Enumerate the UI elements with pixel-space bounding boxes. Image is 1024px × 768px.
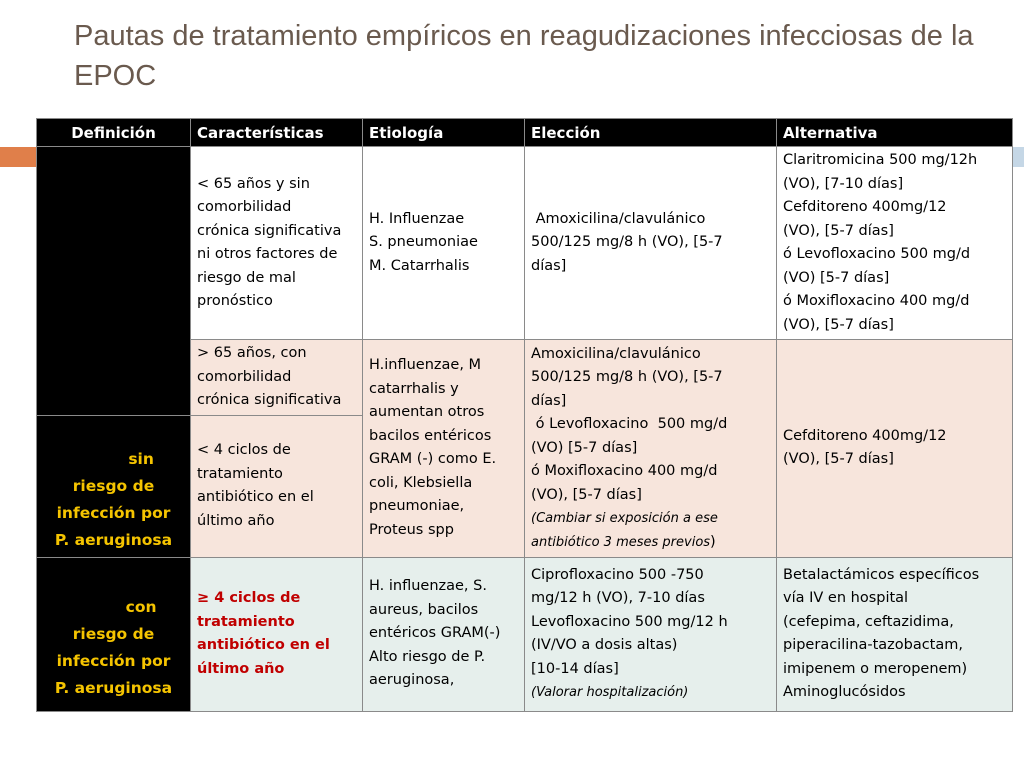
cell-text: < 65 años y sin <box>197 175 310 192</box>
definicion-grave-sin-riesgo <box>37 415 191 557</box>
header-caracteristicas: Características <box>191 119 363 147</box>
cell-text: piperacilina-tazobactam, <box>783 637 963 653</box>
cell-text: aureus, bacilos <box>369 601 479 618</box>
definicion-text: EPOC leve o <box>61 244 166 263</box>
eleccion-note <box>531 507 770 531</box>
definicion-highlight: con <box>125 597 157 616</box>
cell-text: tratamiento <box>197 613 295 630</box>
eleccion-note <box>531 531 770 555</box>
cell-text: (IV/VO a dosis altas) <box>531 637 678 653</box>
definicion-text: Grave o muy <box>58 570 169 589</box>
note-text: (Cambiar si exposición a ese <box>531 511 718 526</box>
cell-text: pneumoniae, <box>369 498 465 515</box>
cell-text: entéricos GRAM(-) <box>369 625 501 642</box>
cell-text: Alto riesgo de P. <box>369 648 486 665</box>
caracteristicas-cell <box>191 340 363 416</box>
definicion-highlight: sin <box>128 449 154 468</box>
cell-text: (VO), [5-7 días] <box>783 222 894 239</box>
alternativa-cell <box>777 340 1013 558</box>
accent-bar-right <box>1012 147 1024 167</box>
cell-text: Betalactámicos específicos <box>783 566 980 583</box>
definicion-text: Grave o muy <box>58 422 169 441</box>
eleccion-cell <box>525 557 777 711</box>
caracteristicas-cell <box>191 557 363 711</box>
cell-text: días] <box>531 392 567 409</box>
cell-text: (VO) [5-7 días] <box>531 439 638 456</box>
alternativa-cell <box>777 557 1013 711</box>
definicion-text: infección por <box>56 503 171 522</box>
cell-text: (VO), [5-7 días] <box>783 451 894 468</box>
definicion-word: grave <box>73 449 123 468</box>
cell-text: (VO) [5-7 días] <box>783 269 890 286</box>
etiologia-cell <box>363 147 525 340</box>
slide-title: Pautas de tratamiento empíricos en reagudizaciones infecciosas de la EPOC <box>74 20 974 92</box>
cell-text: Proteus spp <box>369 521 454 538</box>
cell-text: (cefepima, ceftazidima, <box>783 613 954 630</box>
header-definicion: Definición <box>37 119 191 147</box>
cell-text: (VO), [7-10 días] <box>783 175 904 192</box>
cell-text: (VO), [5-7 días] <box>783 316 894 333</box>
caracteristicas-cell <box>191 147 363 340</box>
accent-bar-left <box>0 147 36 167</box>
etiologia-cell <box>363 340 525 558</box>
eleccion-note: (Valorar hospitalización) <box>531 685 689 700</box>
cell-text: Cefditoreno 400mg/12 <box>783 427 947 444</box>
definicion-text <box>43 594 184 621</box>
cell-text: ≥ 4 ciclos de <box>197 590 301 606</box>
cell-text: Claritromicina 500 mg/12h <box>783 152 978 168</box>
cell-text: antibiótico en el <box>197 489 314 505</box>
cell-text: mg/12 h (VO), 7-10 días <box>531 590 705 606</box>
definicion-text: P. aeruginosa <box>54 530 173 549</box>
cell-text: tratamiento <box>197 465 283 482</box>
cell-text: imipenem o meropenem) <box>783 660 968 677</box>
cell-text: comorbilidad <box>197 199 292 215</box>
cell-text: M. Catarrhalis <box>369 257 470 274</box>
cell-text: ó Moxifloxacino 400 mg/d <box>531 463 718 479</box>
definicion-text: FEV1 >50% <box>63 298 164 317</box>
header-eleccion: Elección <box>525 119 777 147</box>
cell-text: último año <box>197 660 285 677</box>
cell-text: H. influenzae, S. <box>369 578 487 595</box>
cell-text: Levofloxacino 500 mg/12 h <box>531 613 728 630</box>
cell-text: 500/125 mg/8 h (VO), [5-7 <box>531 369 723 385</box>
caracteristicas-cell <box>191 415 363 557</box>
definicion-text: moderado <box>69 271 158 290</box>
cell-text: < 4 ciclos de <box>197 442 291 458</box>
cell-text: ó Levofloxacino 500 mg/d <box>531 416 728 432</box>
definicion-grave-con-riesgo <box>37 557 191 711</box>
table-row <box>37 557 1013 711</box>
cell-text: aumentan otros <box>369 404 485 421</box>
cell-text: ni otros factores de <box>197 246 338 262</box>
cell-text: comorbilidad <box>197 368 292 385</box>
table-header-row <box>37 119 1013 147</box>
definicion-word: grave <box>70 597 121 616</box>
eleccion-cell <box>525 340 777 558</box>
cell-text: Amoxicilina/clavulánico <box>531 210 706 227</box>
header-alternativa: Alternativa <box>777 119 1013 147</box>
table-row <box>37 147 1013 340</box>
cell-text: coli, Klebsiella <box>369 474 473 491</box>
treatment-table <box>36 118 1013 712</box>
cell-text: > 65 años, con <box>197 345 307 361</box>
cell-text: Cefditoreno 400mg/12 <box>783 199 947 215</box>
cell-text: aeruginosa, <box>369 672 455 689</box>
cell-text: ó Moxifloxacino 400 mg/d <box>783 293 970 309</box>
cell-text: riesgo de mal <box>197 269 296 286</box>
cell-text: pronóstico <box>197 293 273 309</box>
definicion-text: P. aeruginosa <box>54 678 173 697</box>
alternativa-cell <box>777 147 1013 340</box>
header-etiologia: Etiología <box>363 119 525 147</box>
cell-text: bacilos entéricos <box>369 427 492 444</box>
cell-text: antibiótico en el <box>197 637 330 653</box>
etiologia-cell <box>363 557 525 711</box>
cell-text: Ciprofloxacino 500 -750 <box>531 566 704 583</box>
definicion-text: riesgo de <box>72 624 155 643</box>
definicion-text <box>43 446 184 473</box>
cell-text: catarrhalis y <box>369 380 459 397</box>
cell-text: (VO), [5-7 días] <box>531 486 642 503</box>
cell-text: Aminoglucósidos <box>783 684 906 700</box>
note-close-paren: ) <box>710 533 716 550</box>
note-text: antibiótico 3 meses previos <box>531 534 711 550</box>
cell-text: S. pneumoniae <box>369 234 478 251</box>
eleccion-cell <box>525 147 777 340</box>
cell-text: GRAM (-) como E. <box>369 451 497 468</box>
definicion-leve-moderado <box>37 147 191 416</box>
cell-text: vía IV en hospital <box>783 590 909 606</box>
cell-text: [10-14 días] <box>531 660 619 677</box>
definicion-text: riesgo de <box>72 476 155 495</box>
cell-text: Amoxicilina/clavulánico <box>531 345 701 362</box>
cell-text: 500/125 mg/8 h (VO), [5-7 <box>531 234 723 251</box>
cell-text: H. Influenzae <box>369 210 465 227</box>
cell-text: último año <box>197 512 275 529</box>
cell-text: ó Levofloxacino 500 mg/d <box>783 246 971 262</box>
cell-text: H.influenzae, M <box>369 357 482 374</box>
cell-text: días] <box>531 257 567 274</box>
definicion-text: infección por <box>56 651 171 670</box>
cell-text: crónica significativa <box>197 222 342 239</box>
cell-text: crónica significativa <box>197 392 342 408</box>
